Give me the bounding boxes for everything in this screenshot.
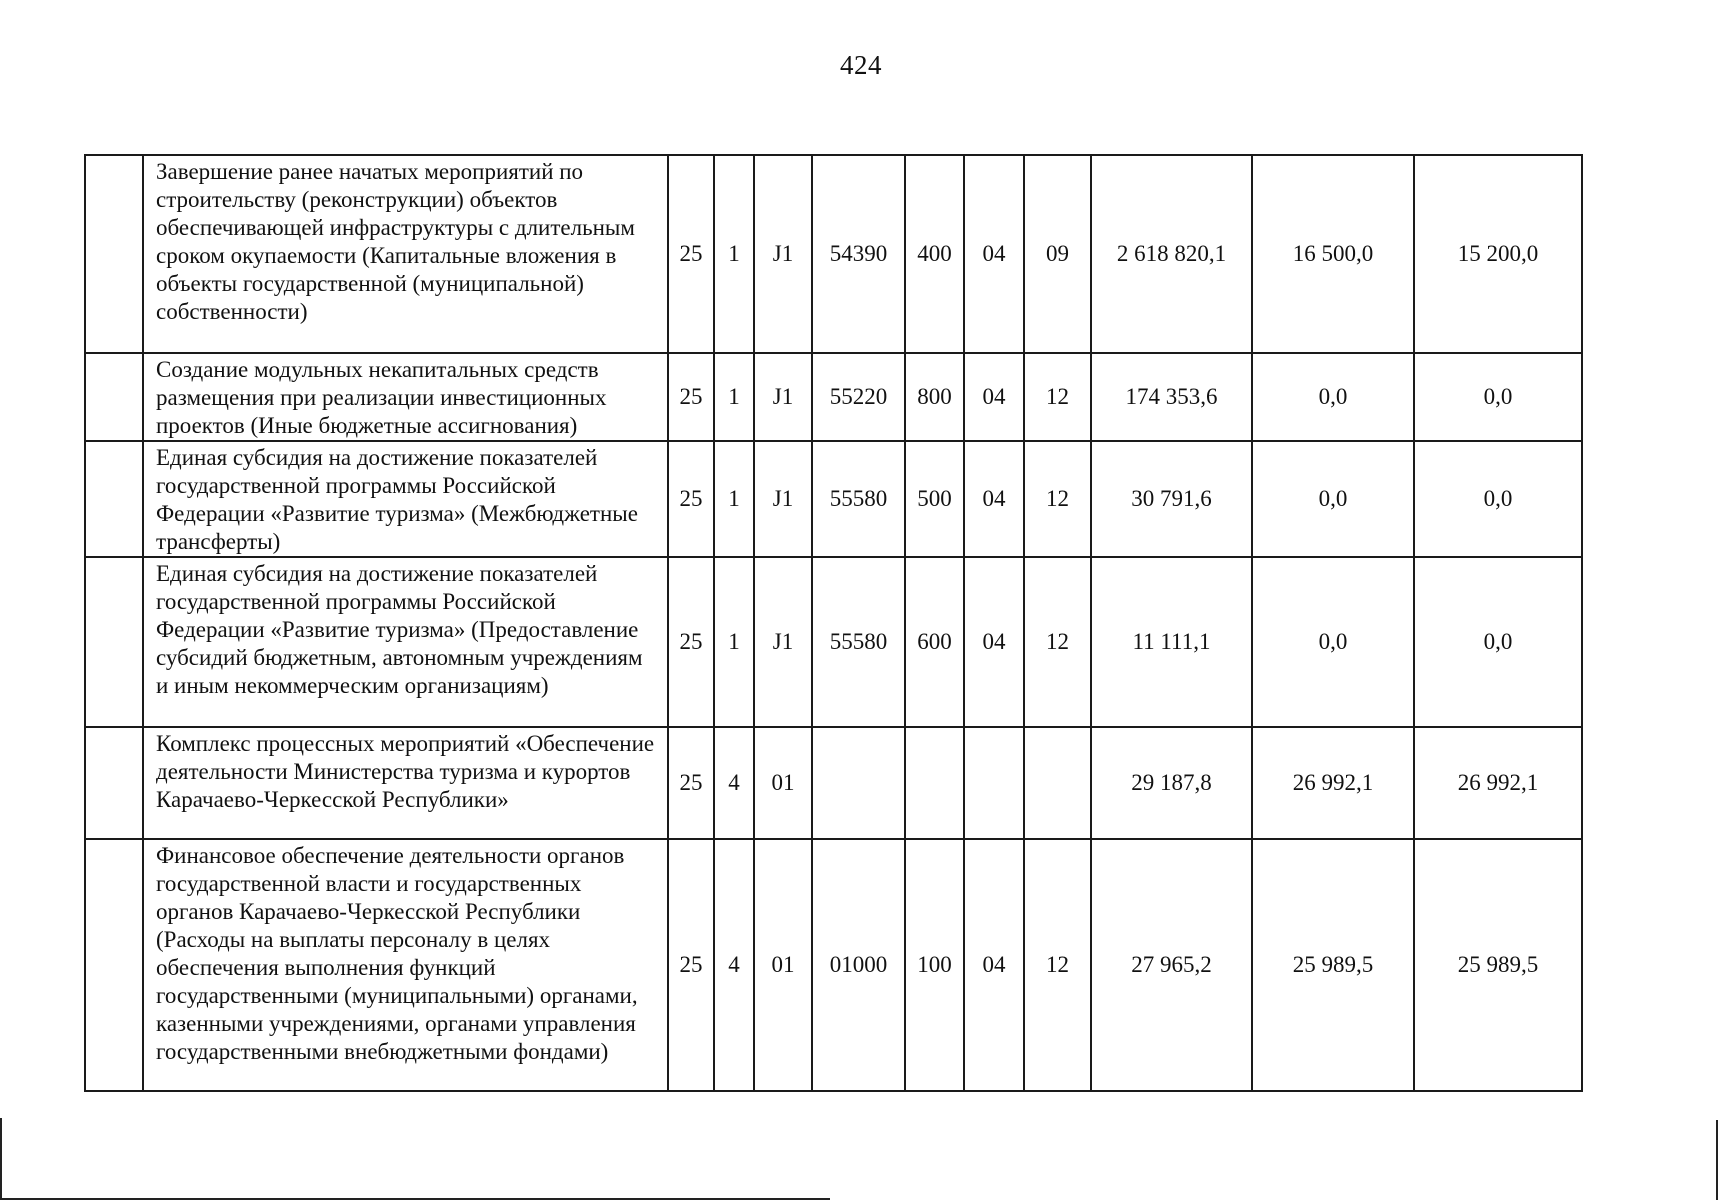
amount-cell: 11 111,1 xyxy=(1091,557,1252,727)
scan-edge-line xyxy=(0,1118,2,1200)
code-cell: 25 xyxy=(668,441,714,557)
amount-cell: 30 791,6 xyxy=(1091,441,1252,557)
budget-table xyxy=(84,154,1583,1092)
blank-cell xyxy=(85,441,143,557)
table-row xyxy=(85,557,1582,727)
code-cell: 54390 xyxy=(812,155,905,353)
scan-edge-line xyxy=(1716,1120,1718,1200)
code-cell: 12 xyxy=(1024,839,1091,1091)
code-cell: 500 xyxy=(905,441,964,557)
code-cell xyxy=(1024,727,1091,839)
code-cell: 12 xyxy=(1024,441,1091,557)
amount-cell: 25 989,5 xyxy=(1414,839,1582,1091)
code-cell: 25 xyxy=(668,839,714,1091)
code-cell xyxy=(905,727,964,839)
code-cell: 04 xyxy=(964,155,1024,353)
amount-cell: 25 989,5 xyxy=(1252,839,1414,1091)
amount-cell: 0,0 xyxy=(1414,557,1582,727)
amount-cell: 0,0 xyxy=(1252,557,1414,727)
code-cell: 04 xyxy=(964,839,1024,1091)
code-cell: 01000 xyxy=(812,839,905,1091)
code-cell: J1 xyxy=(754,441,812,557)
amount-cell: 29 187,8 xyxy=(1091,727,1252,839)
row-description: Создание модульных некапитальных средств размещения при реализации инвестиционных проектов (Иные бюджетные ассигнования) xyxy=(143,353,668,441)
code-cell xyxy=(964,727,1024,839)
code-cell: 01 xyxy=(754,727,812,839)
code-cell: 4 xyxy=(714,727,754,839)
code-cell: 04 xyxy=(964,353,1024,441)
code-cell: 25 xyxy=(668,557,714,727)
amount-cell: 15 200,0 xyxy=(1414,155,1582,353)
table-row xyxy=(85,727,1582,839)
code-cell: 12 xyxy=(1024,353,1091,441)
code-cell: 09 xyxy=(1024,155,1091,353)
table-row xyxy=(85,155,1582,353)
blank-cell xyxy=(85,353,143,441)
code-cell: 1 xyxy=(714,557,754,727)
row-description: Завершение ранее начатых мероприятий по строительству (реконструкции) объектов обеспечивающей инфраструктуры с длительным сроком окупаемости (Капитальные вложения в объекты государственной (муниципальной) собственности) xyxy=(143,155,668,353)
code-cell: 12 xyxy=(1024,557,1091,727)
code-cell: 25 xyxy=(668,727,714,839)
code-cell xyxy=(812,727,905,839)
table-row xyxy=(85,839,1582,1091)
page-number: 424 xyxy=(840,50,882,80)
code-cell: 55580 xyxy=(812,441,905,557)
code-cell: 1 xyxy=(714,441,754,557)
amount-cell: 16 500,0 xyxy=(1252,155,1414,353)
code-cell: 25 xyxy=(668,155,714,353)
code-cell: 1 xyxy=(714,353,754,441)
code-cell: 600 xyxy=(905,557,964,727)
code-cell: 4 xyxy=(714,839,754,1091)
code-cell: 25 xyxy=(668,353,714,441)
code-cell: 100 xyxy=(905,839,964,1091)
amount-cell: 0,0 xyxy=(1414,441,1582,557)
amount-cell: 26 992,1 xyxy=(1252,727,1414,839)
code-cell: J1 xyxy=(754,353,812,441)
row-description: Единая субсидия на достижение показателей государственной программы Российской Федерации «Развитие туризма» (Предоставление субсидий бюджетным, автономным учреждениям и иным некоммерческим организациям) xyxy=(143,557,668,727)
row-description: Единая субсидия на достижение показателей государственной программы Российской Федерации «Развитие туризма» (Межбюджетные трансферты) xyxy=(143,441,668,557)
amount-cell: 26 992,1 xyxy=(1414,727,1582,839)
code-cell: 1 xyxy=(714,155,754,353)
amount-cell: 0,0 xyxy=(1252,441,1414,557)
table-row xyxy=(85,353,1582,441)
code-cell: 55580 xyxy=(812,557,905,727)
row-description: Комплекс процессных мероприятий «Обеспечение деятельности Министерства туризма и курортов Карачаево-Черкесской Республики» xyxy=(143,727,668,839)
code-cell: 04 xyxy=(964,441,1024,557)
code-cell: 55220 xyxy=(812,353,905,441)
blank-cell xyxy=(85,727,143,839)
amount-cell: 27 965,2 xyxy=(1091,839,1252,1091)
code-cell: 800 xyxy=(905,353,964,441)
blank-cell xyxy=(85,557,143,727)
code-cell: J1 xyxy=(754,557,812,727)
table-row xyxy=(85,441,1582,557)
code-cell: 400 xyxy=(905,155,964,353)
code-cell: 01 xyxy=(754,839,812,1091)
blank-cell xyxy=(85,155,143,353)
code-cell: J1 xyxy=(754,155,812,353)
amount-cell: 2 618 820,1 xyxy=(1091,155,1252,353)
amount-cell: 0,0 xyxy=(1252,353,1414,441)
amount-cell: 0,0 xyxy=(1414,353,1582,441)
code-cell: 04 xyxy=(964,557,1024,727)
amount-cell: 174 353,6 xyxy=(1091,353,1252,441)
row-description: Финансовое обеспечение деятельности органов государственной власти и государственных органов Карачаево-Черкесской Республики (Расходы на выплаты персоналу в целях обеспечения выполнения функций государственными (муниципальными) органами, казенными учреждениями, органами управления государственными внебюджетными фондами) xyxy=(143,839,668,1091)
blank-cell xyxy=(85,839,143,1091)
